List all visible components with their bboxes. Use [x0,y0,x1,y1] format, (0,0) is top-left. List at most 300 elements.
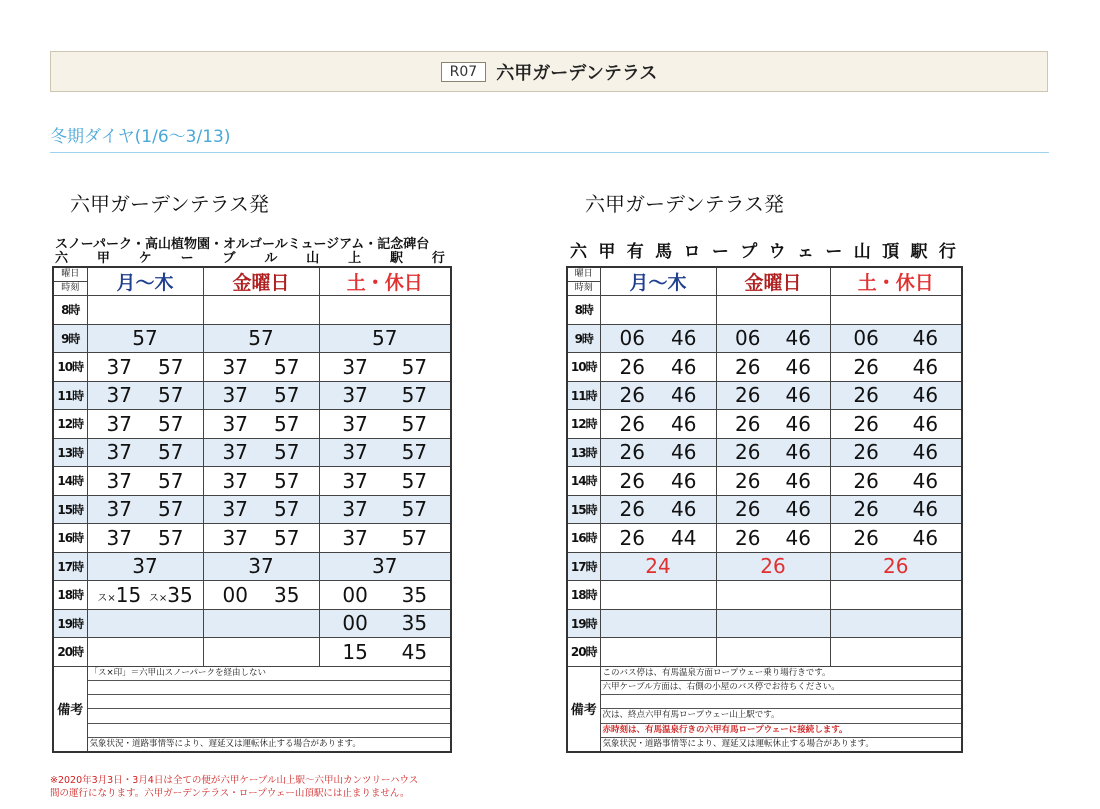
minutes-cell-friday [716,467,830,496]
minutes-group [831,383,962,407]
season-label: 冬期ダイヤ(1/6〜3/13) [50,127,231,147]
minutes-group [320,355,451,379]
minutes-cell-friday [203,638,319,667]
minutes-cell-friday [716,495,830,524]
departure-minute: 37 [106,411,132,436]
minutes-group [88,326,203,350]
departure-minute: 26 [853,411,879,436]
minutes-group [204,326,319,350]
departure-minute: 26 [619,411,645,436]
departure-minute: 37 [342,354,368,379]
note-line: 「ス×印」＝六甲山スノーパークを経由しない [88,667,451,681]
minutes-cell-holiday [830,381,962,410]
minutes-cell-weekday [600,353,716,382]
departure-minute: 57 [401,354,428,379]
departure-minute: 26 [619,468,645,493]
minutes-group [320,640,451,664]
left-dest2-char: 駅 [390,251,404,266]
departure-minute: 37 [372,554,398,579]
hour-cell: 14時 [567,467,600,496]
minutes-cell-holiday [319,552,451,581]
table-row [53,495,451,524]
table-row [567,609,962,638]
departure-minute: 26 [619,497,645,522]
minutes-cell-weekday [600,296,716,325]
right-notes [600,666,962,752]
minutes-cell-weekday [600,495,716,524]
departure-minute: 35 [274,582,300,607]
hour-cell: 11時 [53,381,87,410]
minutes-group [204,440,319,464]
minutes-cell-holiday [319,495,451,524]
departure-minute: 26 [735,440,761,465]
minutes-group [601,440,716,464]
hour-cell: 18時 [53,581,87,610]
departure-minute: 57 [274,354,300,379]
departure-minute: 57 [248,326,274,351]
departure-minute: 46 [671,411,697,436]
right-dest-char: 駅 [910,242,928,262]
minutes-cell-weekday [87,609,203,638]
minutes-group [320,497,451,521]
table-row [53,410,451,439]
minutes-cell-holiday [319,467,451,496]
departure-minute: 06 [619,326,645,351]
right-dest-char: ー [825,242,843,262]
hour-cell: 16時 [53,524,87,553]
minutes-cell-weekday [600,609,716,638]
note-line [601,695,962,709]
table-row [567,638,962,667]
minutes-group [204,469,319,493]
minutes-cell-friday [203,495,319,524]
minutes-group [88,583,203,607]
table-row [567,581,962,610]
right-panel-title: 六甲ガーデンテラス発 [585,192,784,216]
hour-cell: 15時 [567,495,600,524]
minutes-group [320,611,451,635]
table-row [53,552,451,581]
right-dest-char: ェ [797,242,814,262]
right-dest-char: ー [711,242,729,262]
table-row [567,552,962,581]
minutes-cell-holiday [830,609,962,638]
departure-minute: 37 [222,383,248,408]
sx-mark: ス× [97,592,116,604]
footnote-line-2: 間の運行になります。六甲ガーデンテラス・ロープウェー山頂駅には止まりません。 [50,788,410,799]
minutes-cell-friday [203,381,319,410]
right-corner-header [567,267,600,296]
departure-minute: 37 [222,411,248,436]
time-label: 時刻 [568,281,600,295]
minutes-cell-friday [203,296,319,325]
minutes-group [88,440,203,464]
right-day-header-holiday: 土・休日 [830,267,962,296]
left-dest2-char: ー [180,251,194,266]
departure-minute: 26 [735,525,761,550]
sx-mark: ス× [148,592,168,604]
hour-cell: 19時 [567,609,600,638]
departure-minute: 06 [853,326,879,351]
minutes-group [601,355,716,379]
minutes-cell-weekday [600,581,716,610]
left-dest2-char: 甲 [96,251,110,266]
departure-minute: 26 [883,554,909,579]
departure-minute: 37 [342,411,368,436]
minutes-group [88,554,203,578]
departure-minute: 57 [401,525,428,550]
hour-cell: 10時 [53,353,87,382]
left-day-header-holiday: 土・休日 [319,267,451,296]
note-line [88,709,451,723]
right-dest-char: 行 [938,242,956,262]
departure-minute: 26 [735,497,761,522]
departure-minute: 46 [912,326,939,351]
minutes-cell-holiday [830,296,962,325]
departure-minute: 35 [401,611,428,636]
departure-minute: 46 [671,326,697,351]
minutes-group [601,497,716,521]
left-dest2-char: ル [264,251,278,266]
note-line: 気象状況・道路事情等により、遅延又は運転休止する場合があります。 [89,738,361,749]
table-row [53,524,451,553]
minutes-cell-friday [203,524,319,553]
minutes-group [717,355,830,379]
table-row [567,296,962,325]
departure-minute: 37 [132,554,158,579]
minutes-group [831,412,962,436]
minutes-cell-holiday [319,609,451,638]
minutes-group [320,440,451,464]
departure-minute: 57 [274,497,300,522]
right-dest-char: 甲 [598,242,616,262]
right-dest-char: 六 [570,242,587,262]
departure-minute: 57 [401,468,428,493]
minutes-cell-weekday [87,495,203,524]
minutes-group [320,583,451,607]
minutes-cell-friday [203,467,319,496]
season-divider [50,152,1049,153]
table-row [53,581,451,610]
table-row [53,438,451,467]
minutes-cell-friday [716,438,830,467]
minutes-cell-weekday [600,410,716,439]
departure-minute: 35 [401,582,428,607]
minutes-group [601,469,716,493]
hour-cell: 20時 [567,638,600,667]
minutes-group [717,526,830,550]
hour-cell: 17時 [567,552,600,581]
departure-minute: 46 [785,468,811,493]
minutes-cell-holiday [830,638,962,667]
minutes-group [717,554,830,578]
hour-cell: 18時 [567,581,600,610]
minutes-group [717,440,830,464]
table-row [567,381,962,410]
departure-minute: 57 [274,383,300,408]
departure-minute: 57 [158,468,184,493]
minutes-cell-holiday [830,438,962,467]
minutes-cell-weekday [600,324,716,353]
minutes-cell-weekday [600,467,716,496]
departure-minute: 26 [853,468,879,493]
hour-cell: 16時 [567,524,600,553]
table-row [567,467,962,496]
minutes-group [717,469,830,493]
departure-minute: ス×15 [97,582,142,607]
weekday-label: 曜日 [574,269,593,279]
departure-minute: 46 [671,354,697,379]
left-notes-row [53,666,451,752]
departure-minute: 37 [222,468,248,493]
minutes-cell-holiday [319,410,451,439]
minutes-group [88,469,203,493]
hour-cell: 13時 [567,438,600,467]
departure-minute: 37 [106,468,132,493]
minutes-cell-friday [716,324,830,353]
departure-minute: 57 [274,440,300,465]
departure-minute: 46 [785,411,811,436]
departure-minute: 57 [274,468,300,493]
departure-minute: ス×35 [148,582,193,607]
minutes-cell-weekday [87,296,203,325]
left-header-row [53,267,451,296]
left-dest2-char: 山 [306,251,320,266]
hour-cell: 11時 [567,381,600,410]
departure-minute: 44 [671,525,697,550]
right-dest-char: 有 [626,242,644,262]
departure-minute: 46 [912,383,939,408]
departure-minute: 46 [785,440,811,465]
minutes-cell-friday [716,381,830,410]
departure-minute: 57 [158,440,184,465]
minutes-group [320,526,451,550]
hour-cell: 19時 [53,609,87,638]
departure-minute: 37 [106,497,132,522]
minutes-group [831,440,962,464]
minutes-group [831,497,962,521]
minutes-cell-holiday [830,495,962,524]
minutes-group [88,497,203,521]
minutes-cell-friday [203,609,319,638]
departure-minute: 57 [274,411,300,436]
table-row [53,381,451,410]
minutes-group [204,355,319,379]
departure-minute: 26 [735,411,761,436]
note-line: 気象状況・道路事情等により、遅延又は運転休止する場合があります。 [602,738,874,749]
hour-cell: 8時 [567,296,600,325]
left-dest2-char: ブ [222,251,236,266]
minutes-cell-holiday [319,438,451,467]
note-line: このバス停は、有馬温泉方面ロープウェー乗り場行きです。 [601,667,962,681]
minutes-group [204,583,319,607]
minutes-group [88,383,203,407]
minutes-cell-weekday [600,552,716,581]
minutes-group [204,554,319,578]
minutes-cell-weekday [600,638,716,667]
right-dest-char: 馬 [655,242,673,262]
minutes-cell-weekday [600,381,716,410]
table-row [53,638,451,667]
hour-cell: 10時 [567,353,600,382]
minutes-cell-friday [203,581,319,610]
hour-cell: 12時 [53,410,87,439]
minutes-group [88,412,203,436]
minutes-cell-holiday [319,296,451,325]
departure-minute: 45 [401,639,428,664]
minutes-cell-weekday [87,438,203,467]
minutes-cell-friday [716,524,830,553]
right-timetable [566,266,963,753]
departure-minute: 46 [671,468,697,493]
minutes-group [204,383,319,407]
note-line: 次は、終点六甲有馬ロープウェー山上駅です。 [601,709,962,723]
minutes-group [831,526,962,550]
minutes-group [88,526,203,550]
minutes-cell-friday [716,410,830,439]
departure-minute: 57 [158,411,184,436]
departure-minute: 57 [158,354,184,379]
table-row [567,353,962,382]
hour-cell: 12時 [567,410,600,439]
left-dest2-char: 行 [431,251,445,266]
right-dest-char: 山 [853,242,871,262]
station-header [50,51,1048,92]
minutes-cell-friday [716,296,830,325]
right-header-row [567,267,962,296]
departure-minute: 00 [342,611,368,636]
minutes-group [831,554,962,578]
departure-minute: 00 [342,582,368,607]
note-line [88,681,451,695]
minutes-group [320,383,451,407]
notes-label: 備考 [567,666,600,752]
minutes-cell-friday [203,438,319,467]
minutes-cell-holiday [319,638,451,667]
minutes-cell-weekday [87,638,203,667]
minutes-group [601,383,716,407]
minutes-group [320,554,451,578]
minutes-cell-holiday [319,353,451,382]
minutes-cell-friday [203,324,319,353]
table-row [53,296,451,325]
minutes-group [204,412,319,436]
departure-minute: 26 [619,440,645,465]
departure-minute: 26 [619,383,645,408]
minutes-cell-holiday [319,524,451,553]
left-dest-line2 [55,247,445,266]
note-line: 六甲ケーブル方面は、右側の小屋のバス停でお待ちください。 [601,681,962,695]
departure-minute: 37 [342,383,368,408]
minutes-group [320,469,451,493]
departure-minute: 15 [342,639,368,664]
right-dest-char: 頂 [882,242,900,262]
time-label: 時刻 [54,281,87,295]
right-dest-char: プ [740,242,758,262]
minutes-group [601,526,716,550]
table-row [567,438,962,467]
minutes-cell-friday [716,609,830,638]
notes-label: 備考 [53,666,87,752]
table-row [53,609,451,638]
table-row [567,324,962,353]
departure-minute: 26 [735,354,761,379]
right-dest-char: ロ [683,242,701,262]
departure-minute: 37 [106,383,132,408]
departure-minute: 57 [401,383,428,408]
left-corner-header [53,267,87,296]
minutes-group [88,355,203,379]
departure-minute: 37 [222,354,248,379]
departure-minute: 37 [342,497,368,522]
departure-minute: 26 [853,440,879,465]
hour-cell: 9時 [53,324,87,353]
departure-minute: 37 [248,554,274,579]
minutes-cell-friday [203,410,319,439]
departure-minute: 57 [274,525,300,550]
departure-minute: 46 [671,383,697,408]
minutes-group [204,497,319,521]
minutes-cell-holiday [830,353,962,382]
minutes-cell-weekday [87,353,203,382]
departure-minute: 00 [222,582,248,607]
departure-minute: 26 [619,525,645,550]
minutes-cell-holiday [319,381,451,410]
minutes-group [601,412,716,436]
left-day-header-weekday: 月〜木 [87,267,203,296]
departure-minute: 57 [401,440,428,465]
weekday-label: 曜日 [61,269,80,279]
minutes-group [717,412,830,436]
hour-cell: 17時 [53,552,87,581]
departure-minute: 37 [106,440,132,465]
departure-minute: 46 [912,354,939,379]
departure-minute: 46 [912,497,939,522]
minutes-cell-friday [716,353,830,382]
footnote [50,774,418,800]
hour-cell: 13時 [53,438,87,467]
left-timetable [52,266,452,753]
hour-cell: 9時 [567,324,600,353]
minutes-cell-holiday [830,524,962,553]
departure-minute: 26 [853,497,879,522]
minutes-group [204,526,319,550]
minutes-cell-holiday [830,410,962,439]
departure-minute: 46 [785,525,811,550]
station-code: R07 [441,62,487,82]
departure-minute: 57 [158,383,184,408]
minutes-cell-holiday [830,552,962,581]
departure-minute: 26 [853,383,879,408]
departure-minute: 46 [785,354,811,379]
departure-minute: 57 [401,497,428,522]
departure-minute: 46 [785,326,811,351]
departure-minute: 57 [372,326,398,351]
minutes-cell-friday [203,353,319,382]
hour-cell: 14時 [53,467,87,496]
left-dest2-char: 六 [55,251,69,266]
right-dest-char: ウ [768,242,786,262]
departure-minute: 26 [853,525,879,550]
departure-minute: 57 [158,525,184,550]
departure-minute: 57 [401,411,428,436]
departure-minute: 26 [619,354,645,379]
departure-minute: 37 [106,525,132,550]
minutes-cell-friday [716,638,830,667]
minutes-group [717,497,830,521]
minutes-cell-friday [716,552,830,581]
hour-cell: 15時 [53,495,87,524]
